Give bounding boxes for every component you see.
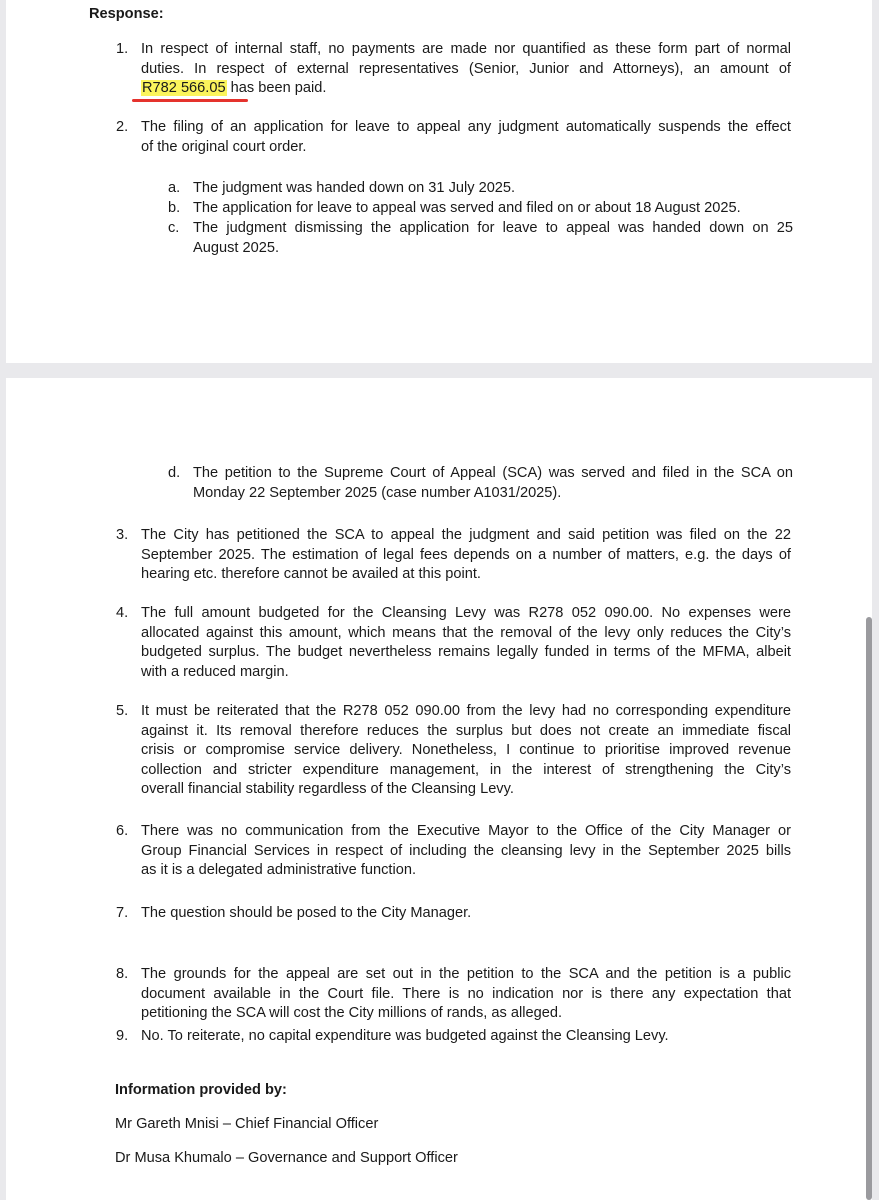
sub-item-letter: c.	[168, 220, 180, 236]
item-2-line: The filing of an application for leave to appeal any judgment automatically suspends the effect	[141, 119, 791, 135]
item-1-line: In respect of internal staff, no payments are made nor quantified as these form part of normal	[141, 41, 791, 57]
item-3	[141, 526, 791, 585]
sub-item-line: The petition to the Supreme Court of Appeal (SCA) was served and filed in the SCA on	[193, 465, 793, 481]
item-number: 8.	[116, 966, 129, 982]
sub-item-letter: d.	[168, 465, 181, 481]
sub-item-b	[193, 199, 793, 219]
item-line: as it is a delegated administrative function.	[141, 862, 417, 878]
item-line: September 2025. The estimation of legal fees depends on a number of matters, e.g. the days of	[141, 546, 791, 563]
item-number: 3.	[116, 527, 129, 543]
item-number: 7.	[116, 905, 129, 921]
info-heading: Information provided by:	[115, 1082, 287, 1098]
item-line: overall financial stability regardless of the Cleansing Levy.	[141, 781, 514, 797]
response-heading: Response:	[89, 6, 164, 22]
sub-item-c	[193, 219, 793, 258]
item-line: The full amount budgeted for the Cleansing Levy was R278 052 090.00. No expenses were	[141, 605, 791, 621]
signatory-cfo: Mr Gareth Mnisi – Chief Financial Officer	[115, 1116, 379, 1132]
item-line: Group Financial Services in respect of including the cleansing levy in the September 2025 bills	[141, 842, 791, 859]
sub-item-a	[193, 179, 793, 199]
sub-item-line: The judgment was handed down on 31 July 2025.	[193, 180, 516, 196]
item-line: with a reduced margin.	[141, 663, 289, 680]
item-line: against it. Its removal therefore reduces the surplus but does not create an immediate fiscal	[141, 722, 791, 739]
document-page-1	[6, 0, 872, 363]
item-8	[141, 965, 791, 1024]
item-1-line: duties. In respect of external representatives (Senior, Junior and Attorneys), an amount of	[141, 60, 791, 77]
sub-item-line: August 2025.	[193, 239, 280, 256]
document-page-2	[6, 378, 872, 1200]
sub-item-line: Monday 22 September 2025 (case number A1031/2025).	[193, 484, 562, 501]
item-5	[141, 702, 791, 800]
item-4	[141, 604, 791, 682]
item-line: allocated against this amount, which means that the removal of the levy only reduces the City’s	[141, 624, 791, 641]
item-2-line: of the original court order.	[141, 138, 307, 155]
red-pen-underline	[132, 99, 248, 102]
item-1-line	[141, 79, 791, 99]
item-line: crisis or compromise service delivery. Nonetheless, I continue to prioritise improved revenue	[141, 742, 791, 758]
item-number: 4.	[116, 605, 129, 621]
sub-item-letter: a.	[168, 180, 181, 196]
item-line: collection and stricter expenditure management, in the interest of strengthening the City’s	[141, 761, 791, 778]
item-line: petitioning the SCA will cost the City millions of rands, as alleged.	[141, 1005, 562, 1021]
sub-item-d	[193, 464, 793, 503]
scrollbar[interactable]	[866, 617, 872, 1200]
item-line: It must be reiterated that the R278 052 090.00 from the levy had no corresponding expenditure	[141, 703, 791, 719]
item-6	[141, 822, 791, 881]
item-line: No. To reiterate, no capital expenditure was budgeted against the Cleansing Levy.	[141, 1028, 669, 1044]
item-line: There was no communication from the Executive Mayor to the Office of the City Manager or	[141, 823, 791, 839]
item-2	[141, 118, 791, 157]
item-line: budgeted surplus. The budget nevertheless remains legally funded in terms of the MFMA, albeit	[141, 644, 791, 660]
item-number: 2.	[116, 119, 129, 135]
item-1	[141, 40, 791, 99]
item-line: The question should be posed to the City Manager.	[141, 905, 472, 921]
item-line: The grounds for the appeal are set out in the petition to the SCA and the petition is a public	[141, 966, 791, 982]
sub-item-letter: b.	[168, 200, 181, 216]
item-9	[141, 1027, 791, 1047]
item-line: hearing etc. therefore cannot be availed at this point.	[141, 566, 481, 582]
highlighted-amount: R782 566.05	[142, 80, 226, 96]
item-7	[141, 904, 791, 924]
item-1-line-rest: has been paid.	[226, 80, 327, 96]
item-number: 1.	[116, 41, 129, 57]
item-number: 5.	[116, 703, 129, 719]
sub-item-line: The application for leave to appeal was served and filed on or about 18 August 2025.	[193, 200, 741, 216]
item-line: The City has petitioned the SCA to appeal the judgment and said petition was filed on the 22	[141, 527, 791, 543]
item-number: 9.	[116, 1028, 129, 1044]
item-number: 6.	[116, 823, 129, 839]
item-line: document available in the Court file. There is no indication nor is there any expectation that	[141, 985, 791, 1002]
signatory-governance: Dr Musa Khumalo – Governance and Support Officer	[115, 1150, 458, 1166]
sub-item-line: The judgment dismissing the application for leave to appeal was handed down on 25	[193, 220, 793, 236]
